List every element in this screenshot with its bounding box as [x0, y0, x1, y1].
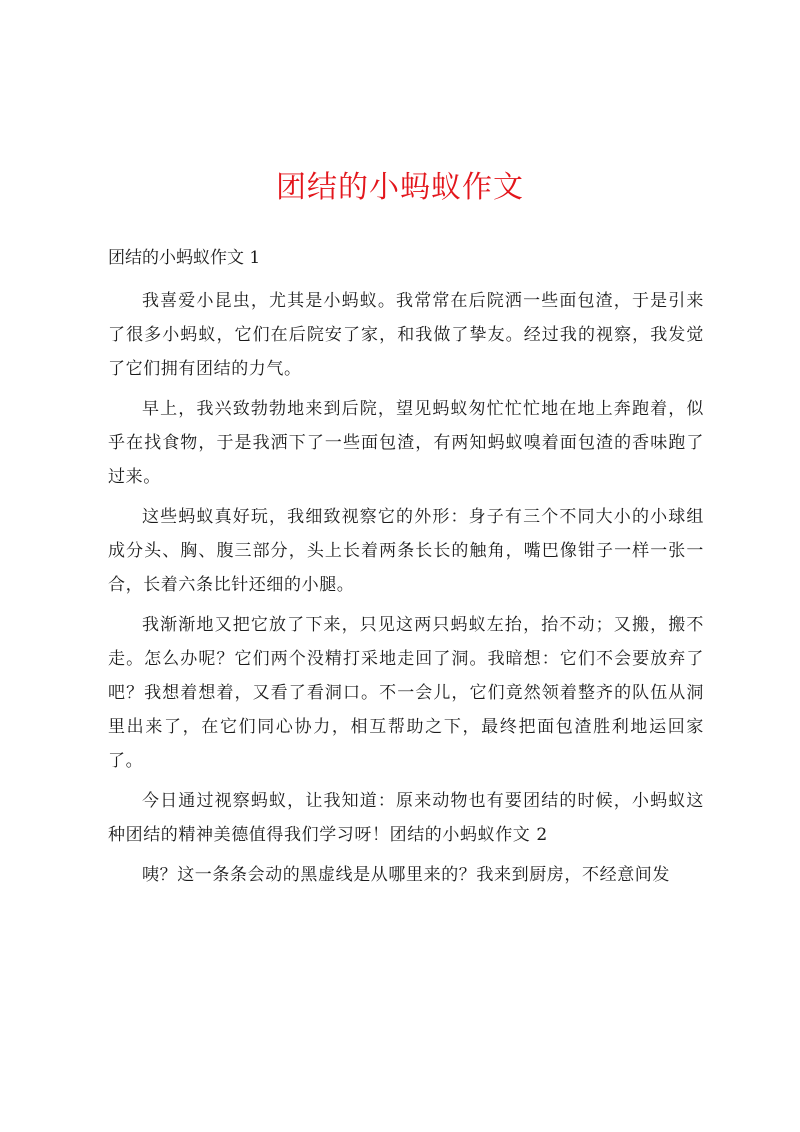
paragraph-5: 今日通过视察蚂蚁，让我知道：原来动物也有要团结的时候，小蚂蚁这种团结的精神美德值得我们学习呀！团结的小蚂蚁作文 2 [108, 791, 704, 845]
paragraph-1: 我喜爱小昆虫，尤其是小蚂蚁。我常常在后院洒一些面包渣，于是引来了很多小蚂蚁，它们在后院安了家，和我做了挚友。经过我的视察，我发觉了它们拥有团结的力气。 [108, 291, 704, 379]
paragraph-3: 这些蚂蚁真好玩，我细致视察它的外形：身子有三个不同大小的小球组成分头、胸、腹三部分，头上长着两条长长的触角，嘴巴像钳子一样一张一合，长着六条比针还细的小腿。 [108, 507, 704, 595]
paragraph-6: 咦？这一条条会动的黑虚线是从哪里来的？我来到厨房，不经意间发 [142, 865, 670, 885]
section-heading: 团结的小蚂蚁作文 1 [108, 248, 261, 268]
document-body [108, 284, 704, 898]
paragraph-4: 我渐渐地又把它放了下来，只见这两只蚂蚁左抬，抬不动；又搬，搬不走。怎么办呢？它们两个没精打采地走回了洞。我暗想：它们不会要放弃了吧？我想着想着，又看了看洞口。不一会儿，它们竟然领着整齐的队伍从洞里出来了，在它们同心协力，相互帮助之下，最终把面包渣胜利地运回家了。 [108, 615, 704, 771]
document-title: 团结的小蚂蚁作文 [276, 170, 524, 205]
paragraph-2: 早上，我兴致勃勃地来到后院，望见蚂蚁匆忙忙忙地在地上奔跑着，似乎在找食物，于是我洒下了一些面包渣，有两知蚂蚁嗅着面包渣的香味跑了过来。 [108, 399, 704, 487]
